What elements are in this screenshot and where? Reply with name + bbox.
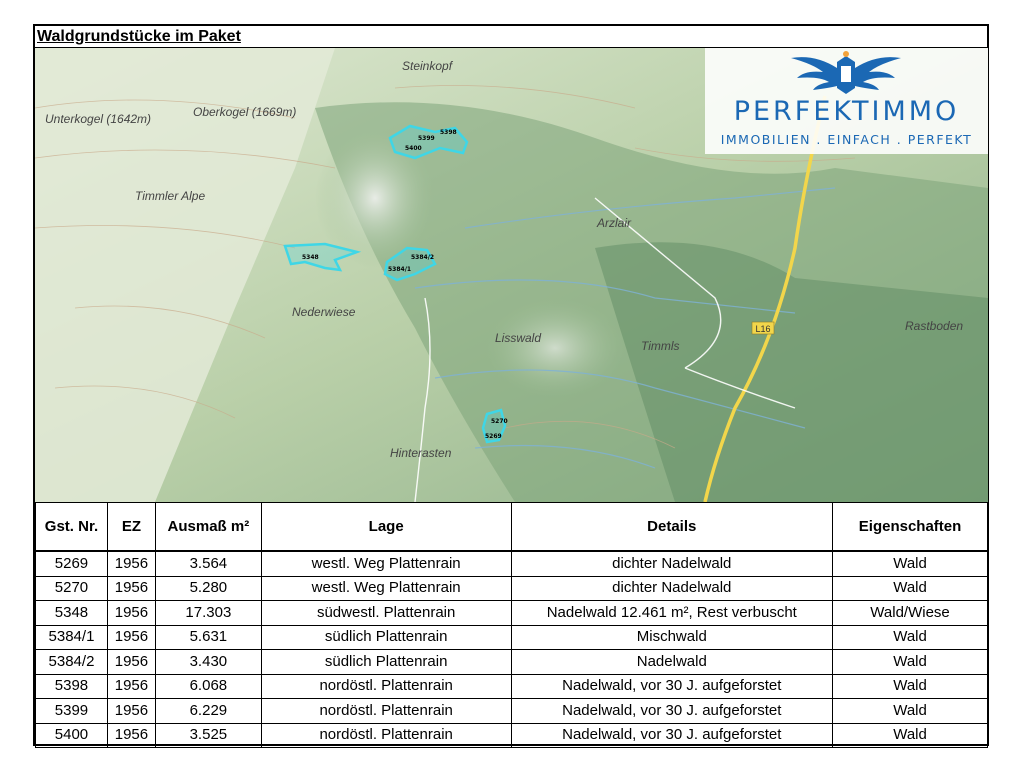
cell-eigenschaften: Wald bbox=[833, 674, 988, 699]
cell-eigenschaften: Wald bbox=[833, 625, 988, 650]
cell-gst-nr: 5384/2 bbox=[36, 650, 108, 675]
cell-ausmass: 5.280 bbox=[155, 576, 261, 601]
cell-ez: 1956 bbox=[107, 699, 155, 724]
parcel-label-5270: 5270 bbox=[491, 418, 508, 425]
cell-lage: nordöstl. Plattenrain bbox=[261, 699, 511, 724]
cell-ez: 1956 bbox=[107, 650, 155, 675]
cell-lage: westl. Weg Plattenrain bbox=[261, 576, 511, 601]
cell-eigenschaften: Wald bbox=[833, 650, 988, 675]
cell-lage: westl. Weg Plattenrain bbox=[261, 551, 511, 576]
cell-ez: 1956 bbox=[107, 625, 155, 650]
header-gst-nr: Gst. Nr. bbox=[36, 503, 108, 552]
cell-details: dichter Nadelwald bbox=[511, 576, 833, 601]
table-row bbox=[36, 576, 988, 601]
place-unterkogel: Unterkogel (1642m) bbox=[45, 112, 152, 126]
place-steinkopf: Steinkopf bbox=[402, 59, 453, 73]
cell-eigenschaften: Wald bbox=[833, 723, 988, 748]
cell-details: dichter Nadelwald bbox=[511, 551, 833, 576]
cell-gst-nr: 5270 bbox=[36, 576, 108, 601]
road-l16-shield bbox=[752, 322, 774, 334]
parcel-label-5400: 5400 bbox=[405, 145, 422, 152]
place-arzlair: Arzlair bbox=[597, 216, 632, 230]
parcel-table bbox=[35, 502, 988, 748]
parcel-label-5399: 5399 bbox=[418, 135, 435, 142]
parcel-label-5384-1: 5384/1 bbox=[388, 266, 412, 273]
cell-ez: 1956 bbox=[107, 551, 155, 576]
cell-details: Nadelwald, vor 30 J. aufgeforstet bbox=[511, 699, 833, 724]
place-hinterasten: Hinterasten bbox=[390, 446, 452, 460]
cell-ez: 1956 bbox=[107, 674, 155, 699]
winged-emblem-icon bbox=[705, 48, 988, 98]
cell-gst-nr: 5399 bbox=[36, 699, 108, 724]
parcel-label-5348: 5348 bbox=[302, 254, 319, 261]
cell-eigenschaften: Wald bbox=[833, 576, 988, 601]
cell-lage: südlich Plattenrain bbox=[261, 650, 511, 675]
place-lisswald: Lisswald bbox=[495, 331, 542, 345]
table-row bbox=[36, 650, 988, 675]
place-timmler-alpe: Timmler Alpe bbox=[135, 189, 206, 203]
header-ausmass: Ausmaß m² bbox=[155, 503, 261, 552]
cell-details: Mischwald bbox=[511, 625, 833, 650]
cell-details: Nadelwald 12.461 m², Rest verbuscht bbox=[511, 601, 833, 626]
cell-lage: nordöstl. Plattenrain bbox=[261, 723, 511, 748]
place-rastboden: Rastboden bbox=[905, 319, 964, 333]
table-row bbox=[36, 723, 988, 748]
place-timmls: Timmls bbox=[641, 339, 680, 353]
cell-ez: 1956 bbox=[107, 601, 155, 626]
cell-ausmass: 6.068 bbox=[155, 674, 261, 699]
table-row bbox=[36, 551, 988, 576]
cell-details: Nadelwald, vor 30 J. aufgeforstet bbox=[511, 723, 833, 748]
table-row bbox=[36, 674, 988, 699]
table-row bbox=[36, 601, 988, 626]
table-row bbox=[36, 625, 988, 650]
header-ez: EZ bbox=[107, 503, 155, 552]
cell-ausmass: 6.229 bbox=[155, 699, 261, 724]
cell-ez: 1956 bbox=[107, 723, 155, 748]
cell-ausmass: 17.303 bbox=[155, 601, 261, 626]
cell-ausmass: 3.564 bbox=[155, 551, 261, 576]
cell-gst-nr: 5398 bbox=[36, 674, 108, 699]
road-l16-label: L16 bbox=[755, 324, 771, 334]
table-row bbox=[36, 699, 988, 724]
cell-ausmass: 5.631 bbox=[155, 625, 261, 650]
place-oberkogel: Oberkogel (1669m) bbox=[193, 105, 297, 119]
table-header-row bbox=[36, 503, 988, 552]
header-details: Details bbox=[511, 503, 833, 552]
cell-details: Nadelwald bbox=[511, 650, 833, 675]
parcel-label-5398: 5398 bbox=[440, 129, 457, 136]
cell-eigenschaften: Wald bbox=[833, 699, 988, 724]
cell-ausmass: 3.430 bbox=[155, 650, 261, 675]
parcel-label-5269: 5269 bbox=[485, 433, 502, 440]
rock-ridge-2 bbox=[485, 298, 625, 398]
cell-gst-nr: 5348 bbox=[36, 601, 108, 626]
cell-ausmass: 3.525 bbox=[155, 723, 261, 748]
cell-eigenschaften: Wald/Wiese bbox=[833, 601, 988, 626]
logo-tagline: IMMOBILIEN . EINFACH . PERFEKT bbox=[720, 132, 973, 147]
header-eigenschaften: Eigenschaften bbox=[833, 503, 988, 552]
cell-gst-nr: 5400 bbox=[36, 723, 108, 748]
cell-details: Nadelwald, vor 30 J. aufgeforstet bbox=[511, 674, 833, 699]
cell-lage: südwestl. Plattenrain bbox=[261, 601, 511, 626]
cell-lage: südlich Plattenrain bbox=[261, 625, 511, 650]
place-nederwiese: Nederwiese bbox=[292, 305, 356, 319]
page-title: Waldgrundstücke im Paket bbox=[35, 26, 988, 48]
logo-name: PERFEKTIMMO bbox=[733, 96, 960, 127]
cell-gst-nr: 5384/1 bbox=[36, 625, 108, 650]
parcel-label-5384-2: 5384/2 bbox=[411, 254, 435, 261]
cell-gst-nr: 5269 bbox=[36, 551, 108, 576]
cell-ez: 1956 bbox=[107, 576, 155, 601]
cell-lage: nordöstl. Plattenrain bbox=[261, 674, 511, 699]
header-lage: Lage bbox=[261, 503, 511, 552]
cell-eigenschaften: Wald bbox=[833, 551, 988, 576]
logo-panel bbox=[705, 48, 988, 154]
